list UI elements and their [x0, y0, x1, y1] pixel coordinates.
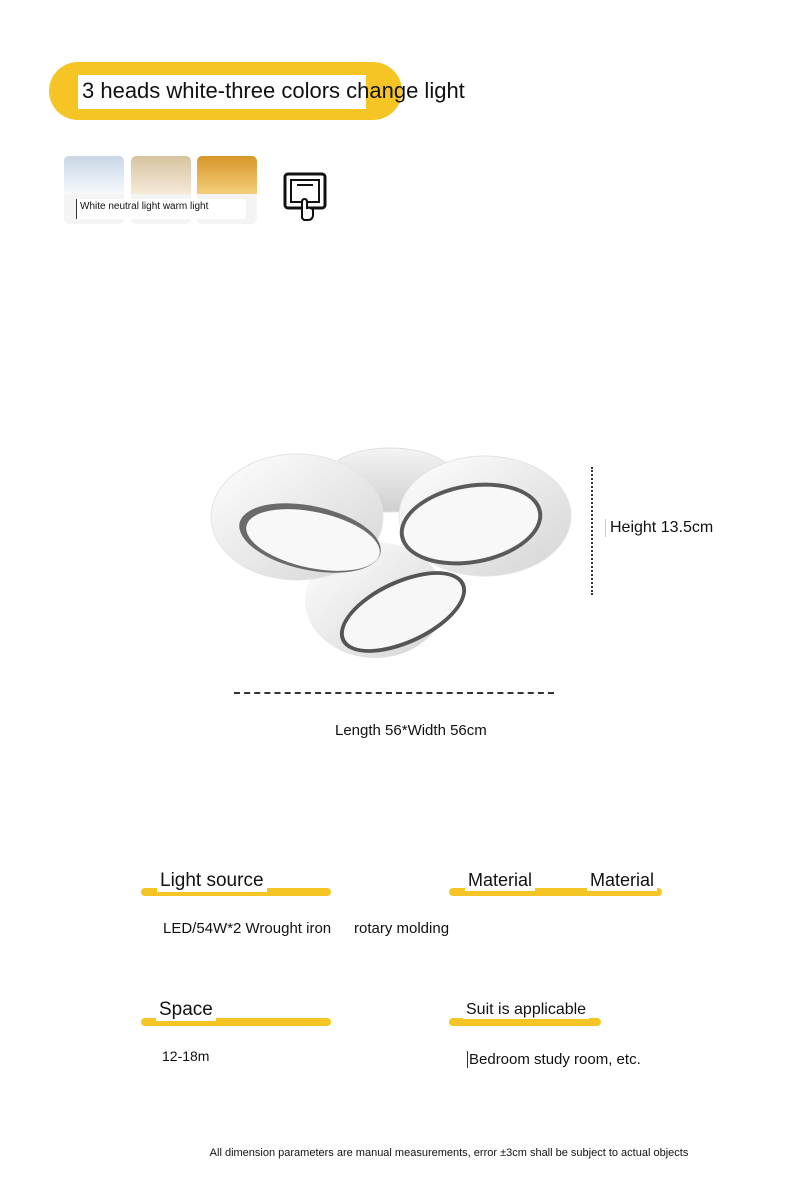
ceiling-lamp-image	[205, 440, 580, 665]
length-width-label: Length 56*Width 56cm	[335, 722, 487, 739]
material-value: rotary molding	[354, 920, 450, 937]
material-heading-left: Material	[465, 870, 535, 891]
space-heading: Space	[156, 999, 216, 1021]
light-source-value: LED/54W*2 Wrought iron	[163, 920, 332, 937]
touch-switch-icon	[283, 172, 327, 222]
page-title: 3 heads white-three colors change light	[82, 78, 465, 103]
suit-applicable-heading: Suit is applicable	[463, 1001, 589, 1019]
light-source-heading: Light source	[157, 870, 267, 892]
suit-applicable-bar	[449, 1018, 601, 1026]
length-dimension-line	[234, 692, 554, 694]
height-dimension-line	[591, 467, 593, 595]
material-heading-right: Material	[587, 870, 657, 891]
height-label: Height 13.5cm	[605, 519, 713, 537]
suit-applicable-value: Bedroom study room, etc.	[469, 1051, 641, 1068]
space-value: 12-18m	[162, 1048, 210, 1064]
swatch-caption: White neutral light warm light	[76, 199, 246, 219]
footnote: All dimension parameters are manual measurements, error ±3cm shall be subject to actual objects	[209, 1147, 689, 1159]
